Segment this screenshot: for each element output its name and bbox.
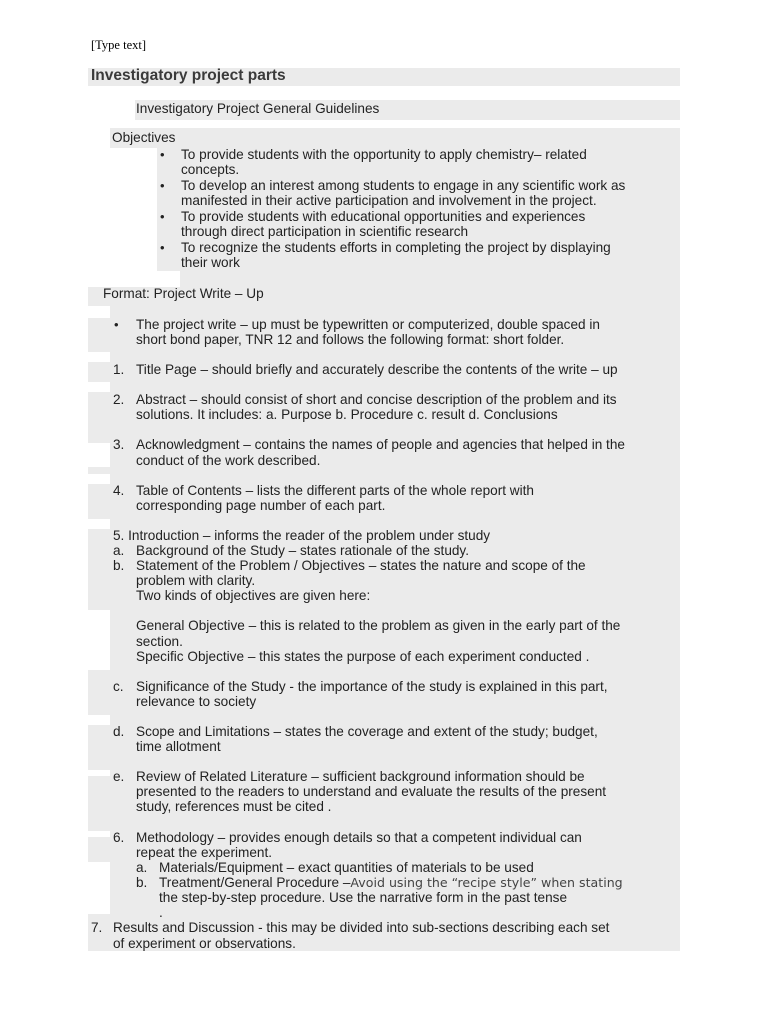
part-number: 1. — [113, 362, 125, 377]
objective-item-3-cont: through direct participation in scientific research — [181, 224, 469, 239]
part-number: 4. — [113, 483, 125, 498]
bullet-marker: • — [160, 178, 165, 193]
methodology-procedure-cont: the step-by-step procedure. Use the narrative form in the past tense — [159, 890, 568, 905]
gap-5 — [88, 474, 110, 484]
gap-6 — [88, 519, 110, 529]
methodology-procedure-end: . — [159, 905, 163, 920]
gap-3 — [88, 382, 110, 392]
part-acknowledgment: Acknowledgment – contains the names of people and agencies that helped in the — [136, 437, 625, 452]
format-intro: The project write – up must be typewritten or computerized, double spaced in — [136, 317, 600, 332]
list-marker: d. — [113, 724, 125, 739]
list-marker: c. — [113, 679, 124, 694]
bullet-marker: • — [160, 209, 165, 224]
part-abstract: Abstract – should consist of short and concise description of the problem and its — [136, 392, 617, 407]
part-abstract-cont: solutions. It includes: a. Purpose b. Procedure c. result d. Conclusions — [136, 407, 558, 422]
specific-objective: Specific Objective – this states the purpose of each experiment conducted . — [136, 649, 590, 664]
bullet-marker: • — [114, 317, 119, 332]
methodology-procedure — [159, 875, 623, 890]
gap-1 — [88, 306, 110, 318]
objective-item-2: To develop an interest among students to engage in any scientific work as — [181, 178, 626, 193]
intro-review-cont: study, references must be cited . — [136, 799, 332, 814]
bullet-marker: • — [160, 147, 165, 162]
list-marker: b. — [136, 875, 148, 890]
list-marker: b. — [113, 558, 125, 573]
part-methodology: Methodology – provides enough details so that a competent individual can — [136, 830, 582, 845]
part-results: Results and Discussion - this may be divided into sub-sections describing each set — [113, 920, 610, 935]
part-title-page: Title Page – should briefly and accurately describe the contents of the write – up — [136, 362, 618, 377]
part-number: 3. — [113, 437, 125, 452]
page-title: Investigatory project parts — [91, 67, 286, 84]
objective-item-1: To provide students with the opportunity to apply chemistry– related — [181, 147, 587, 162]
objective-item-1-cont: concepts. — [181, 162, 240, 177]
gap-10 — [88, 831, 110, 837]
general-objective: General Objective – this is related to the problem as given in the early part of the — [136, 618, 621, 633]
objectives-label: Objectives — [112, 130, 176, 145]
intro-review: Review of Related Literature – sufficient background information should be — [136, 769, 585, 784]
gap-4 — [88, 443, 110, 467]
part-number: 6. — [113, 830, 125, 845]
gap-7 — [88, 610, 110, 670]
format-heading: Format: Project Write – Up — [103, 286, 264, 301]
format-gap-left — [88, 271, 180, 287]
part-toc: Table of Contents – lists the different parts of the whole report with — [136, 483, 534, 498]
methodology-materials: Materials/Equipment – exact quantities of materials to be used — [159, 860, 534, 875]
objective-item-4-cont: their work — [181, 255, 240, 270]
gap-8 — [88, 715, 110, 725]
intro-statement-cont: problem with clarity. — [136, 573, 256, 588]
objective-item-2-cont: manifested in their active participation and involvement in the project. — [181, 193, 597, 208]
intro-background: Background of the Study – states rationale of the study. — [136, 543, 469, 558]
part-number: 7. — [91, 920, 103, 935]
part-acknowledgment-cont: conduct of the work described. — [136, 453, 321, 468]
objectives-shade — [110, 128, 680, 148]
gap-2 — [88, 352, 110, 362]
methodology-procedure-note: Avoid using the “recipe style” when stating — [350, 875, 623, 890]
intro-statement: Statement of the Problem / Objectives – states the nature and scope of the — [136, 558, 586, 573]
gap-9 — [88, 770, 110, 776]
objective-item-4: To recognize the students efforts in completing the project by displaying — [181, 240, 611, 255]
intro-scope-cont: time allotment — [136, 739, 221, 754]
format-intro-cont: short bond paper, TNR 12 and follows the following format: short folder. — [136, 332, 565, 347]
page-header: [Type text] — [91, 38, 147, 52]
intro-scope: Scope and Limitations – states the coverage and extent of the study; budget, — [136, 724, 598, 739]
part-number: 2. — [113, 392, 125, 407]
list-marker: a. — [136, 860, 148, 875]
part-methodology-cont: repeat the experiment. — [136, 845, 273, 860]
part-toc-cont: corresponding page number of each part. — [136, 498, 386, 513]
intro-significance: Significance of the Study - the importance of the study is explained in this part, — [136, 679, 608, 694]
list-marker: e. — [113, 769, 125, 784]
bullet-marker: • — [160, 240, 165, 255]
intro-review-cont: presented to the readers to understand and evaluate the results of the present — [136, 784, 607, 799]
part-introduction: 5. Introduction – informs the reader of the problem under study — [113, 528, 491, 543]
objective-item-3: To provide students with educational opportunities and experiences — [181, 209, 586, 224]
gap-11 — [88, 862, 110, 914]
methodology-procedure-text: Treatment/General Procedure – — [159, 875, 351, 890]
part-results-cont: of experiment or observations. — [113, 936, 296, 951]
guidelines-heading: Investigatory Project General Guidelines — [136, 101, 380, 116]
intro-statement-cont: Two kinds of objectives are given here: — [136, 588, 371, 603]
intro-significance-cont: relevance to society — [136, 694, 257, 709]
general-objective-cont: section. — [136, 634, 183, 649]
list-marker: a. — [113, 543, 125, 558]
